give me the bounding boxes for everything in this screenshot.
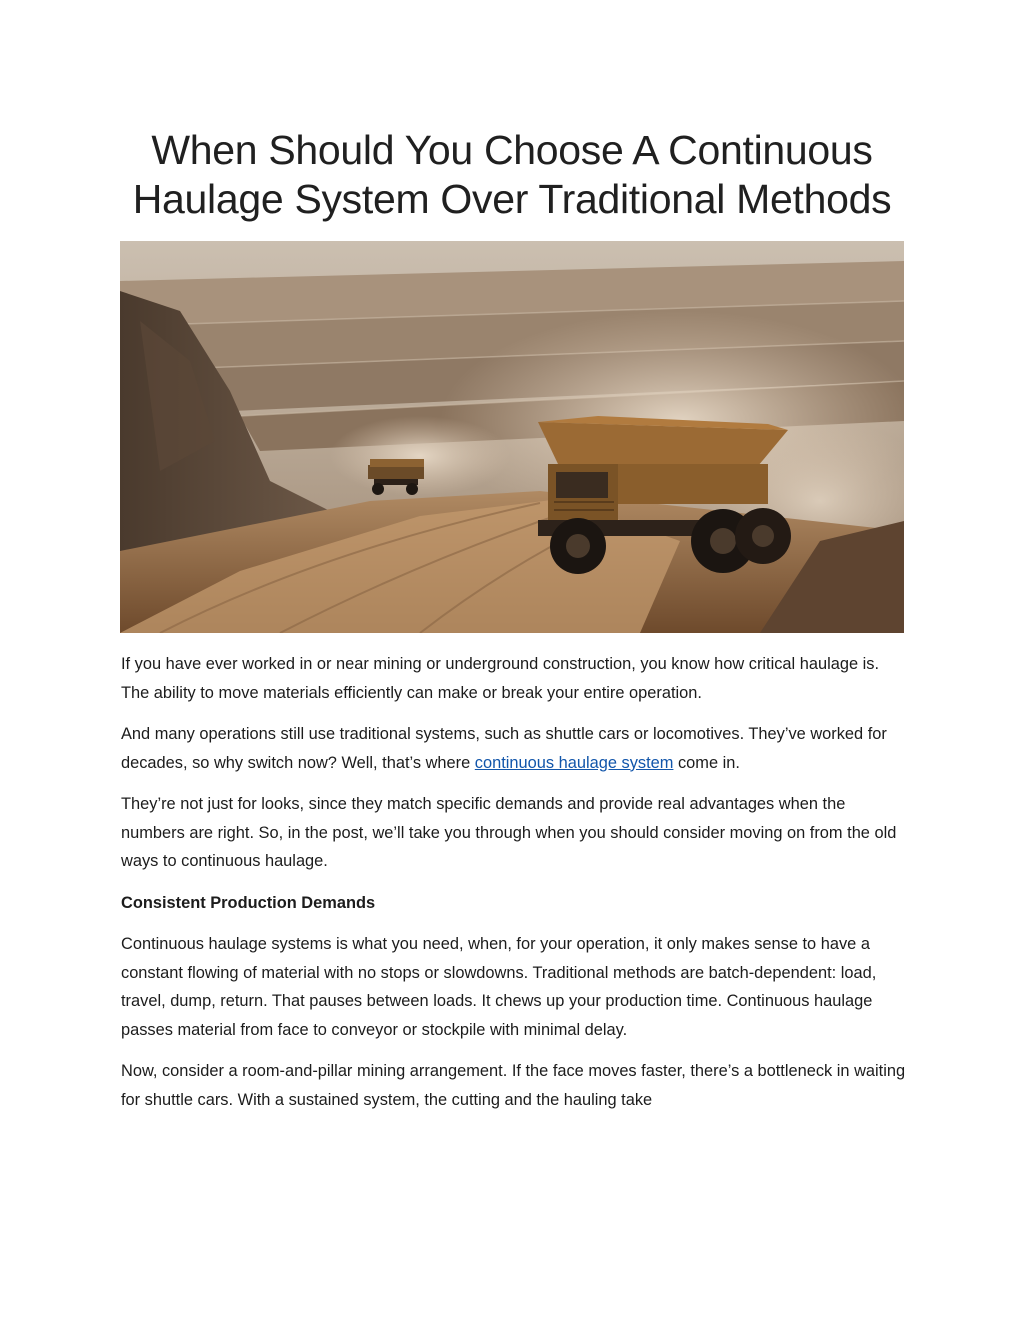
article-body xyxy=(121,650,911,1127)
paragraph-traditional-systems xyxy=(121,720,911,777)
page-title xyxy=(100,126,924,224)
paragraph-intro: If you have ever worked in or near mining or underground construction, you know how critical haulage is. The ability to move materials efficiently can make or break your entire operation. xyxy=(121,655,880,702)
title-line-1: When Should You Choose A Continuous xyxy=(151,127,873,173)
section-heading: Consistent Production Demands xyxy=(121,893,376,912)
paragraph-advantages: They’re not just for looks, since they match specific demands and provide real advantages when the numbers are right. So, in the post, we’ll take you through when you should consider moving on from the old ways to continuous haulage. xyxy=(121,795,897,870)
paragraph-room-and-pillar: Now, consider a room-and-pillar mining arrangement. If the face moves faster, there’s a bottleneck in waiting for shuttle cars. With a sustained system, the cutting and the hauling take xyxy=(121,1062,906,1109)
continuous-haulage-link[interactable]: continuous haulage system xyxy=(474,753,674,772)
paragraph-text: And many operations still use traditional systems, such as shuttle cars or locomotives. They’ve worked for decades, so why switch now? Well, that’s where xyxy=(121,725,887,772)
paragraph-production: Continuous haulage systems is what you need, when, for your operation, it only makes sense to have a constant flowing of material with no stops or slowdowns. Traditional methods are batch-dependent: load, travel, dump, return. That pauses between loads. It chews up your production time. Continuous haulage passes material from face to conveyor or stockpile with minimal delay. xyxy=(121,935,877,1039)
mining-truck-image xyxy=(120,241,904,633)
paragraph-text: come in. xyxy=(673,753,740,772)
title-line-2: Haulage System Over Traditional Methods xyxy=(132,176,892,222)
